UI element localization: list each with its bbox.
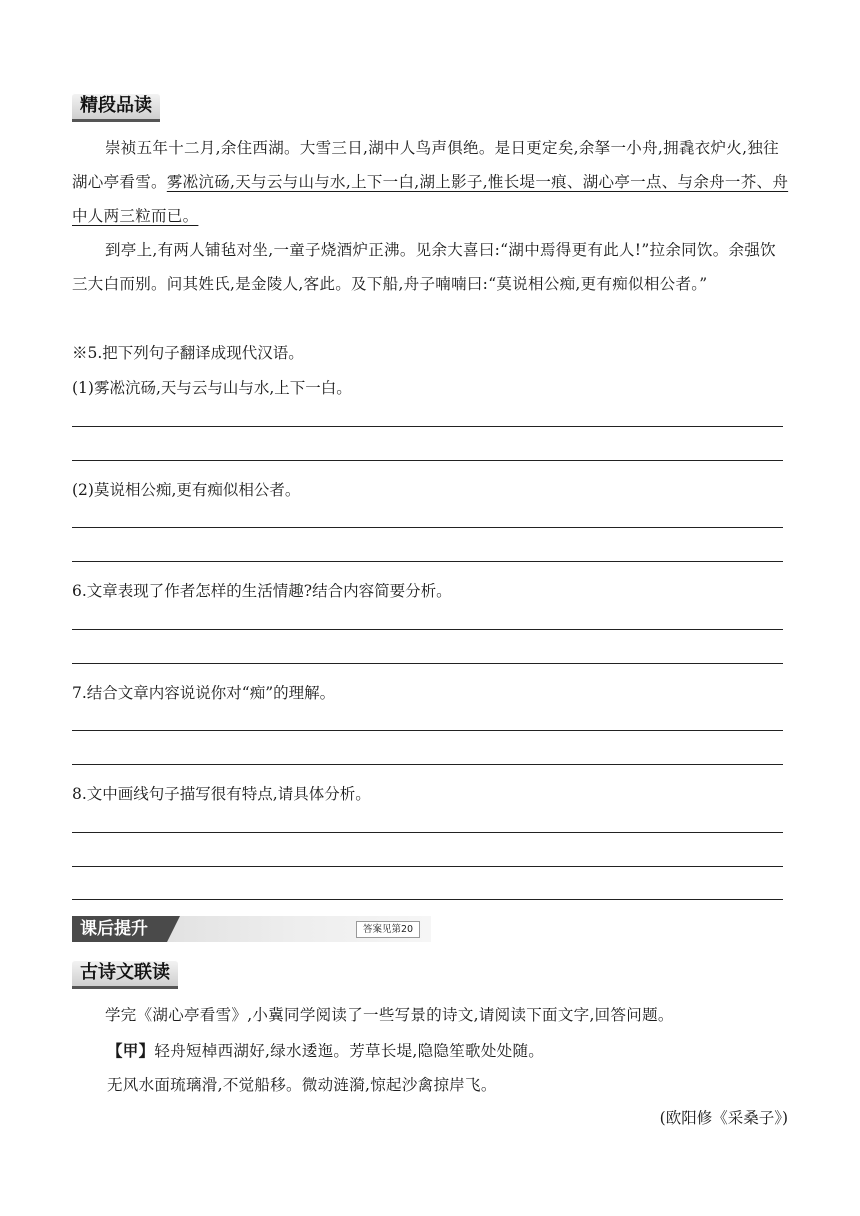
answer-line[interactable]	[72, 561, 783, 562]
answer-line[interactable]	[72, 629, 783, 630]
poem-source: (欧阳修《采桑子》)	[659, 1109, 788, 1127]
answer-line[interactable]	[72, 866, 783, 867]
underlined-sentence: 雾凇沆砀,天与云与山与水,上下一白,湖上影子,惟长堤一痕、湖心亭一点、与余舟一芥、舟中人两三粒而已。	[72, 173, 789, 225]
poetry-intro: 学完《湖心亭看雪》,小冀同学阅读了一些写景的诗文,请阅读下面文字,回答问题。	[105, 1006, 674, 1024]
answer-line[interactable]	[72, 527, 783, 528]
answer-page-note: 答案见第20	[356, 921, 420, 938]
question-5-1: (1)雾凇沆砀,天与云与山与水,上下一白。	[72, 379, 352, 397]
after-class-title: 课后提升	[80, 919, 148, 939]
question-8: 8.文中画线句子描写很有特点,请具体分析。	[72, 785, 371, 803]
poem-jia-label: 【甲】	[107, 1041, 155, 1060]
answer-line[interactable]	[72, 663, 783, 664]
answer-line[interactable]	[72, 730, 783, 731]
reading-paragraph-2: 到亭上,有两人铺毡对坐,一童子烧酒炉正沸。见余大喜曰:“湖中焉得更有此人!”拉余同饮。余强饮三大白而别。问其姓氏,是金陵人,客此。及下船,舟子喃喃曰:“莫说相公痴,更有痴似相公者。”	[72, 241, 776, 293]
reading-paragraph-1-text: 崇祯五年十二月,余住西湖。大雪三日,湖中人鸟声俱绝。是日更定矣,余拏一小舟,拥毳衣炉火,独往湖心亭看雪。	[72, 139, 779, 191]
question-5-2: (2)莫说相公痴,更有痴似相公者。	[72, 481, 301, 499]
answer-line[interactable]	[72, 832, 783, 833]
answer-line[interactable]	[72, 899, 783, 900]
answer-line[interactable]	[72, 764, 783, 765]
reading-paragraph-1	[72, 131, 790, 233]
section-tag-poetry: 古诗文联读	[72, 960, 178, 989]
poem-jia-line-2: 无风水面琉璃滑,不觉船移。微动涟漪,惊起沙禽掠岸飞。	[107, 1076, 497, 1094]
question-5: ※5.把下列句子翻译成现代汉语。	[72, 344, 304, 362]
poem-jia-line-1	[107, 1034, 787, 1068]
answer-line[interactable]	[72, 460, 783, 461]
section-tag-reading: 精段品读	[72, 93, 160, 122]
answer-line[interactable]	[72, 426, 783, 427]
poem-jia-line-1-text: 轻舟短棹西湖好,绿水逶迤。芳草长堤,隐隐笙歌处处随。	[154, 1042, 545, 1060]
question-7: 7.结合文章内容说说你对“痴”的理解。	[72, 684, 336, 702]
question-6: 6.文章表现了作者怎样的生活情趣?结合内容简要分析。	[72, 582, 452, 600]
